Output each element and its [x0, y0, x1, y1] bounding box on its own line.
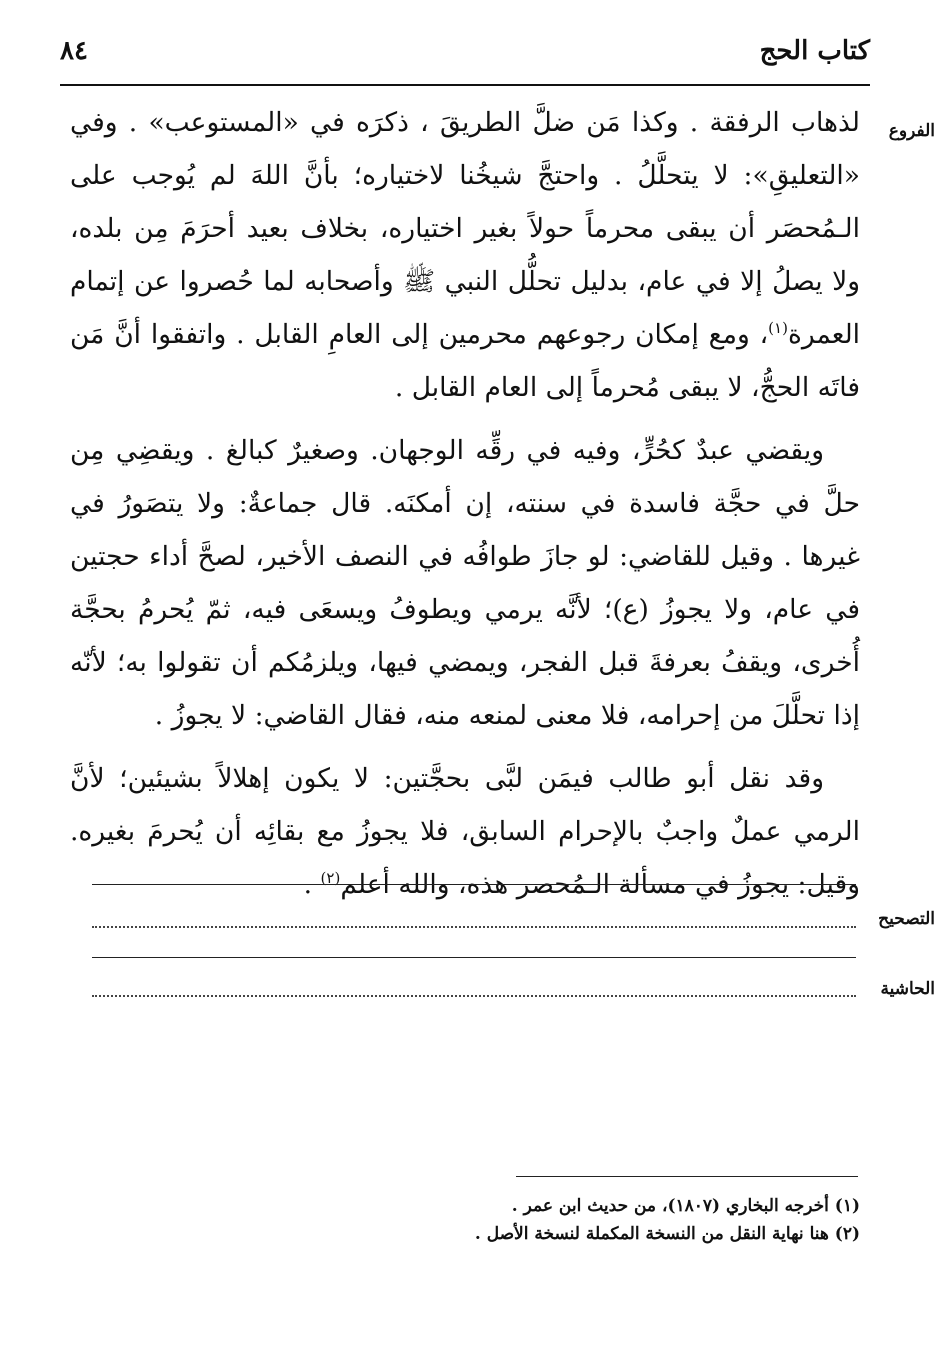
paragraph-3-text: وقد نقل أبو طالب فيمَن لبَّى بحجَّتين: لا يكون إهلالاً بشيئين؛ لأنَّ الرمي عملٌ واجبٌ بالإحرام السابق، فلا يجوزُ مع بقائِه أن يُحرمَ بغيره. وقيل: يجوزُ في مسألة الـمُحصر هذه، والله أعلم	[70, 763, 860, 900]
book-title: كتاب الحج	[759, 36, 870, 66]
section-rule-top	[92, 884, 856, 885]
paragraph-3-text-after: .	[303, 869, 321, 900]
page-number: ٨٤	[60, 36, 88, 66]
side-label-hashiya: الحاشية	[880, 979, 935, 999]
footnote-rule	[516, 1176, 858, 1177]
running-header	[60, 36, 870, 76]
hashiya-dotted-line	[92, 995, 856, 997]
header-rule	[60, 84, 870, 86]
paragraph-2	[70, 424, 860, 742]
paragraph-3	[70, 752, 860, 911]
footnote-ref-1[interactable]: (١)	[768, 319, 788, 338]
footnote-1: (١) أخرجه البخاري (١٨٠٧)، من حديث ابن عمر .	[511, 1196, 860, 1216]
tashih-dotted-line	[92, 926, 856, 928]
section-rule-middle	[92, 957, 856, 958]
side-label-furu: الفروع	[888, 121, 935, 141]
main-text	[70, 96, 860, 921]
paragraph-2-text: ويقضي عبدٌ كحُرٍّ، وفيه في رقِّه الوجهان. وصغيرٌ كبالغ . ويقضِي مِن حلَّ في حجَّة فاسدة في سنته، إن أمكنَه. قال جماعةٌ: ولا يتصَورُ في غيرها . وقيل للقاضي: لو جازَ طوافُه في النصف الأخير، لصحَّ أداء حجتين في عام، ولا يجوزُ (ع)؛ لأنَّه يرمي ويطوفُ ويسعَى فيه، ثمّ يُحرمُ بحجَّة أُخرى، ويقفُ بعرفةَ قبل الفجر، ويمضي فيها، ويلزمُكم أن تقولوا به؛ لأنّه إذا تحلَّلَ من إحرامه، فلا معنى لمنعه منه، فقال القاضي: لا يجوزُ .	[70, 435, 860, 731]
side-label-tashih: التصحيح	[878, 909, 935, 929]
footnote-ref-2[interactable]: (٢)	[320, 869, 341, 888]
footnote-2: (٢) هنا نهاية النقل من النسخة المكملة لنسخة الأصل .	[474, 1224, 860, 1244]
paragraph-1-text: لذهاب الرفقة . وكذا مَن ضلَّ الطريقَ ، ذكرَه في «المستوعب» . وفي «التعليقِ»: لا يتحلَّلُ . واحتجَّ شيخُنا لاختياره؛ بأنَّ اللهَ لم يُوجب على الـمُحصَر أن يبقى محرماً حولاً بغير اختياره، بخلاف بعيد أحرَمَ مِن بلده، ولا يصلُ إلا في عام، بدليل تحلُّل النبي ﷺ وأصحابه لما حُصروا عن إتمام العمرة	[70, 107, 860, 350]
footnotes	[300, 1192, 860, 1248]
paragraph-1	[70, 96, 860, 414]
paragraph-1-text-after: ، ومع إمكان رجوعهم محرمين إلى العامِ القابل . واتفقوا أنَّ مَن فاتَه الحجُّ، لا يبقى مُحرماً إلى العام القابل .	[70, 319, 860, 403]
